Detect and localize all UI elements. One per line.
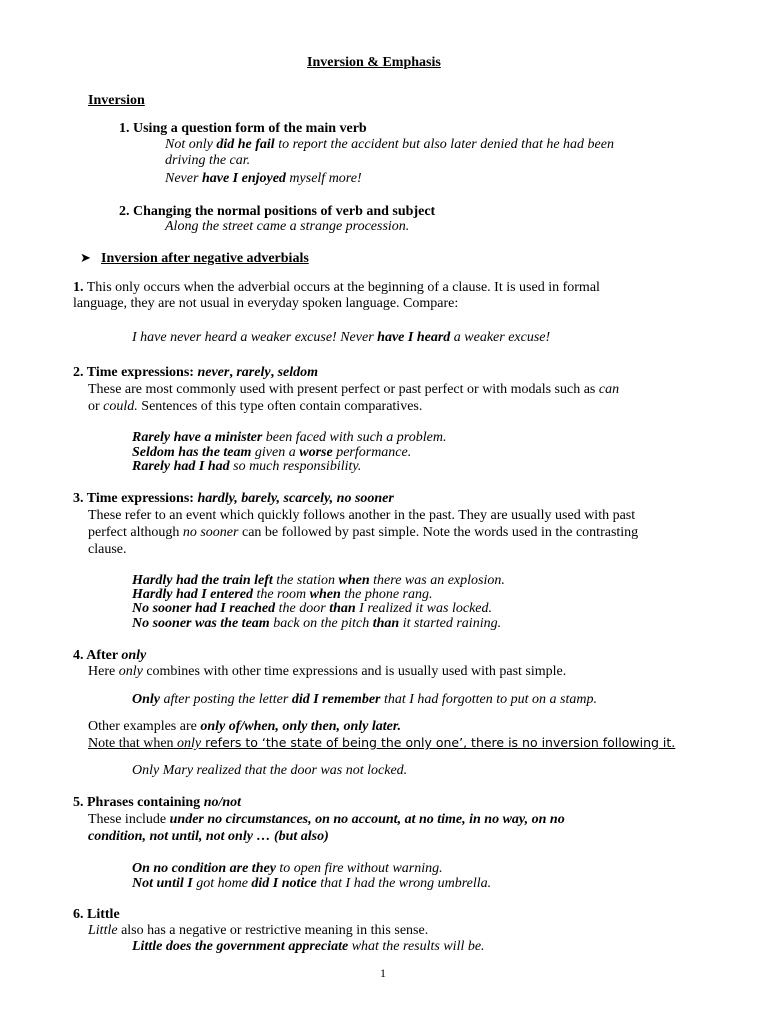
s3-line3: clause. — [88, 542, 127, 557]
s2-heading: 2. Time expressions: never, rarely, seldom — [73, 365, 319, 380]
s2-example1: Rarely have a minister been faced with such a problem. — [132, 430, 447, 445]
s3-line2: perfect although no sooner can be followed by past simple. Note the words used in the contrasting — [88, 525, 639, 540]
arrow-bullet-icon: ➤ — [80, 251, 91, 266]
s4-example: Only after posting the letter did I remember that I had forgotten to put on a stamp. — [132, 692, 597, 707]
s1-line1: 1. This only occurs when the adverbial occurs at the beginning of a clause. It is used in formal — [73, 280, 600, 295]
item1-heading: 1. Using a question form of the main verb — [119, 121, 367, 136]
s4-note: Note that when only refers to ‘the state of being the only one’, there is no inversion following it. — [88, 735, 676, 751]
s6-heading: 6. Little — [73, 907, 120, 922]
s3-example4: No sooner was the team back on the pitch than it started raining. — [132, 616, 502, 631]
s4-line1: Here only combines with other time expressions and is usually used with past simple. — [88, 664, 567, 679]
s5-example2: Not until I got home did I notice that I had the wrong umbrella. — [132, 876, 492, 891]
s2-line2: or could. Sentences of this type often contain comparatives. — [88, 399, 423, 414]
s4-heading: 4. After only — [73, 648, 147, 663]
s2-example3: Rarely had I had so much responsibility. — [132, 459, 362, 474]
s2-example2: Seldom has the team given a worse performance. — [132, 445, 412, 460]
s4-example2: Only Mary realized that the door was not locked. — [132, 763, 408, 778]
s3-heading: 3. Time expressions: hardly, barely, scarcely, no sooner — [73, 491, 394, 506]
item1-example1-cont: driving the car. — [165, 153, 251, 168]
page-number: 1 — [380, 966, 386, 980]
item2-example: Along the street came a strange procession. — [165, 219, 410, 234]
s4-other-examples: Other examples are only of/when, only then, only later. — [88, 719, 402, 734]
s5-example1: On no condition are they to open fire without warning. — [132, 861, 443, 876]
section-heading-negative-adverbials: Inversion after negative adverbials — [101, 251, 309, 266]
item1-example1: Not only did he fail to report the accident but also later denied that he had been — [165, 137, 614, 152]
s2-line1: These are most commonly used with present perfect or past perfect or with modals such as can — [88, 382, 620, 397]
s5-heading: 5. Phrases containing no/not — [73, 795, 242, 810]
s6-example: Little does the government appreciate what the results will be. — [132, 939, 485, 954]
item2-heading: 2. Changing the normal positions of verb and subject — [119, 204, 436, 219]
section-heading-inversion: Inversion — [88, 93, 145, 108]
s5-line1: These include under no circumstances, on no account, at no time, in no way, on no — [88, 812, 565, 827]
s3-example3: No sooner had I reached the door than I realized it was locked. — [132, 601, 492, 616]
s3-line1: These refer to an event which quickly follows another in the past. They are usually used with past — [88, 508, 636, 523]
s5-line2: condition, not until, not only … (but also) — [88, 829, 329, 844]
page-title: Inversion & Emphasis — [307, 55, 441, 70]
s3-example2: Hardly had I entered the room when the phone rang. — [132, 587, 433, 602]
s1-example: I have never heard a weaker excuse! Never have I heard a weaker excuse! — [132, 330, 551, 345]
s1-line2: language, they are not usual in everyday spoken language. Compare: — [73, 296, 459, 311]
s6-line1: Little also has a negative or restrictive meaning in this sense. — [88, 923, 429, 938]
s3-example1: Hardly had the train left the station when there was an explosion. — [132, 573, 505, 588]
item1-example2: Never have I enjoyed myself more! — [165, 171, 362, 186]
